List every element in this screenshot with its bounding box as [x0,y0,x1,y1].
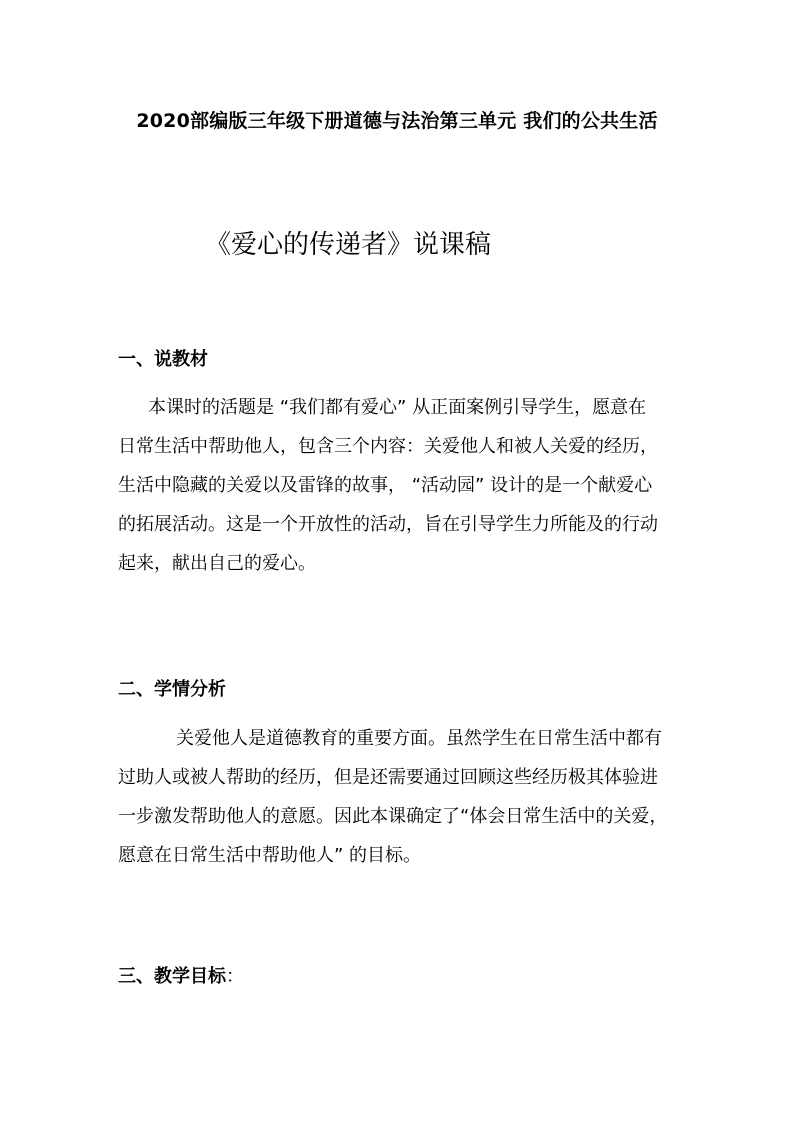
paragraph-line: 一步激发帮助他人的意愿。因此本课确定了“体会日常生活中的关爱， [118,806,668,827]
section-body-learner-analysis [118,719,688,875]
section-body-textbook [118,388,688,583]
paragraph-line: 日常生活中帮助他人，包含三个内容：关爱他人和被人关爱的经历， [118,436,658,457]
section-heading-textbook: 一、说教材 [118,349,208,370]
document-header: 2020部编版三年级下册道德与法治第三单元 我们的公共生活 [136,110,658,132]
section-heading-text: 三、教学目标 [118,966,226,987]
section-heading-learner-analysis: 二、学情分析 [118,679,226,700]
paragraph-line: 的拓展活动。这是一个开放性的活动，旨在引导学生力所能及的行动 [118,514,658,535]
paragraph-line: 本课时的活题是 “我们都有爱心” 从正面案例引导学生，愿意在 [148,397,647,418]
paragraph-line: 过助人或被人帮助的经历，但是还需要通过回顾这些经历极其体验进 [118,767,658,788]
document-title: 《爱心的传递者》说课稿 [205,230,492,260]
paragraph-line: 生活中隐藏的关爱以及雷锋的故事， “活动园” 设计的是一个献爱心 [118,475,653,496]
paragraph-line: 关爱他人是道德教育的重要方面。虽然学生在日常生活中都有 [176,728,662,749]
paragraph-line: 起来，献出自己的爱心。 [118,553,316,574]
paragraph-line: 愿意在日常生活中帮助他人” 的目标。 [118,845,422,866]
section-heading-teaching-goals [118,962,244,988]
heading-colon: ： [226,966,244,987]
